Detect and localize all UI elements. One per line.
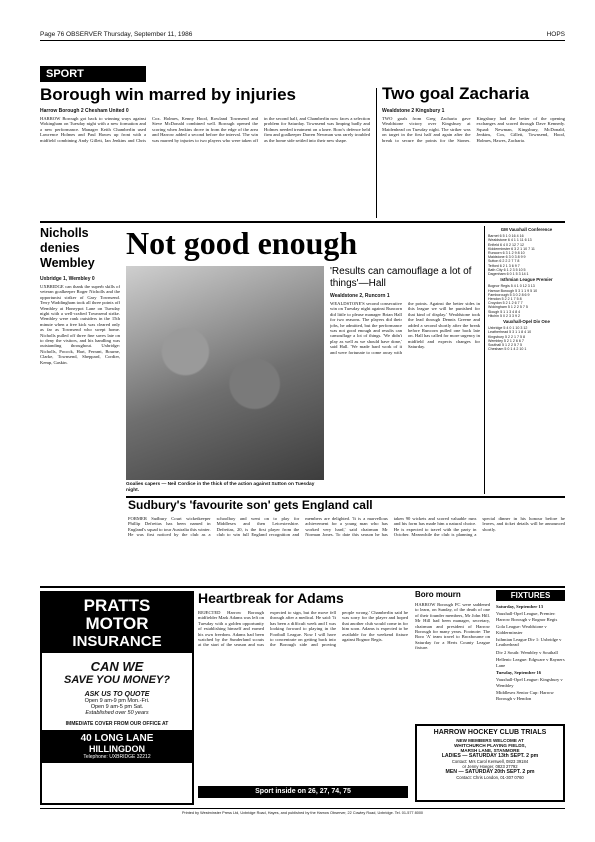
ad2-line1: NEW MEMBERS WELCOME AT (456, 738, 524, 743)
table3-title: Vauxhall-Opel Div One (503, 319, 550, 325)
story2-headline: Two goal Zacharia (382, 84, 530, 103)
ad1-slogan1: CAN WE (90, 659, 144, 674)
table-row: Maidstone 6 3 0 3 8 9 9 (488, 255, 526, 260)
photo-caption: Goalies capers — Neil Cordice in the thick of the action against Sutton on Tuesday night. (126, 482, 315, 493)
fixture-line: Vauxhall-Opel League: Kingsbury v Wembley (496, 677, 563, 688)
table3-rows (488, 326, 565, 351)
table2-title: Isthmian League Premier (500, 277, 553, 283)
ad2-title: HARROW HOCKEY CLUB TRIALS (433, 729, 547, 736)
table-rule (484, 226, 485, 494)
fixture-line: Tuesday, September 16 (496, 670, 542, 676)
fixture-line: Div 2 South: Wembley v Southall (496, 649, 558, 655)
fixture-line: Saturday, September 13 (496, 604, 544, 609)
ad2-men: MEN — SATURDAY 20th SEPT. 2 pm (445, 769, 535, 775)
section-label: SPORT (40, 66, 146, 82)
pratts-insurance-ad (40, 591, 194, 805)
table-row: Enfield 6 4 0 2 12 7 12 (488, 242, 524, 247)
table1-title: GM Vauxhall Conference (500, 227, 553, 232)
newspaper-page (40, 28, 565, 828)
print-footer: Printed by Westminster Press Ltd, Uxbridge Road, Hayes, and published by the Harrow Observer, 22 Cowley Road, Uxbridge. Tel. 01-577 8000 (40, 808, 565, 815)
ad1-hours: Open 9 am-9 pm Mon.-Fri. (84, 698, 150, 704)
table1-rows (488, 234, 565, 276)
league-tables (488, 226, 565, 494)
ad1-line3: INSURANCE (72, 633, 162, 650)
story7-body: HARROW Borough FC were saddened to learn, on Sunday, of the death of one of their founder members, Mr John Hill. Mr Hill had been manager, secretary, chairman and president of Harrow Borough for many years. Footnote: The Boro 'A' team travel to Broxbourne on Saturday for a Herts County League fixture. (415, 602, 490, 651)
table-row: Wokingham 5 1 2 2 5 7 5 (488, 305, 528, 310)
story4-subhead: 'Results can camouflage a lot of things'—Hall (330, 266, 472, 289)
fixture-line: Middlesex Senior Cup: Harrow Borough v Hendon (496, 690, 554, 701)
table-row: Hendon 5 2 2 1 7 5 8 (488, 297, 522, 302)
story3-headline: Nicholls denies Wembley (40, 226, 95, 270)
story2-kicker: Wealdstone 2 Kingsbury 1 (382, 108, 445, 114)
story1-kicker: Harrow Borough 2 Chesham United 0 (40, 108, 129, 114)
table-row: Kingsbury 5 2 2 1 7 5 8 (488, 334, 525, 339)
story6-headline: Heartbreak for Adams (198, 590, 344, 606)
ad1-address1: 40 LONG LANE (80, 733, 154, 744)
folio-left: Page 76 OBSERVER Thursday, September 11, 1986 (40, 30, 193, 38)
story5-body: FORMER Sudbury Court wicketkeeper Phillip Defreitas has been named in England's squad to tour Australia this winter. He was first noticed by the club as a schoolboy and went on to play for Middlesex and then Leicestershire. Defreitas, 20, is the first player from the club to win full England recognition and members are delighted. 'It is a marvellous achievement for a young man who has worked very hard,' said chairman Mr Norman Jones. To date this season he has taken 90 wickets and scored valuable runs and his form has made him a natural choice. He is expected to travel with the party in October. Meanwhile the club is planning a special dinner in his honour before he leaves, and ticket details will be announced shortly. (128, 516, 565, 538)
horizontal-rule (40, 221, 565, 223)
table-row: Leatherhead 5 3 1 1 8 4 10 (488, 330, 532, 335)
ad2-contact: Contact: Mrs Carol Kerswell, 0823 39184 (451, 759, 529, 764)
vertical-rule (376, 88, 377, 218)
ad1-established: Established over 50 years (85, 710, 149, 716)
table-row: Kidderminster 6 3 2 1 10 7 11 (488, 246, 535, 251)
page-folio (40, 28, 565, 41)
ad2-contact2: or Jenny Hoeger, 0823 27792 (462, 764, 518, 769)
table-row: Bognor Regis 5 4 1 0 12 3 13 (488, 284, 535, 289)
hockey-trials-ad (415, 724, 565, 802)
ad1-hours2: Open 9 am-5 pm Sat. (90, 704, 144, 710)
story1-headline: Borough win marred by injuries (40, 85, 296, 104)
story4-headline: Not good enough (126, 225, 358, 261)
table-row: Southall 5 1 2 2 5 7 5 (488, 343, 522, 348)
table-row: Sutton 6 2 2 2 7 7 8 (488, 259, 520, 264)
story4-kicker: Wealdstone 2, Runcorn 1 (330, 293, 390, 299)
table-row: Uxbridge 5 4 0 1 10 3 12 (488, 326, 528, 331)
table-row: Telford 6 2 1 3 6 9 7 (488, 263, 520, 268)
story2-body: TWO goals from Greg Zacharia gave Wealdstone victory over Kingsbury at Maidenhead on Tuesday night. The striker was on target in the first half and again after the break to secure the points for the Stones. Kingsbury had the better of the opening exchanges and scored through Dave Kennedy. Squad: Newman, Kingsbury, McDonald, Jenkins, Cox, Gillett, Townsend, Hood, Holmes, Hawes, Zacharia. (382, 116, 565, 143)
ad1-immediate: IMMEDIATE COVER FROM OUR OFFICE AT (65, 721, 169, 727)
fixture-line: Vauxhall-Opel League, Premier: Harrow Borough v Bognor Regis (496, 611, 558, 622)
table-row: Bath City 6 1 2 3 5 10 5 (488, 267, 526, 272)
fixtures-heading: FIXTURES (496, 590, 565, 601)
ad1-address2: HILLINGDON (89, 744, 145, 754)
table2-rows (488, 284, 565, 318)
ad2-line3: MARSH LANE, STANMORE (460, 748, 520, 753)
story6-body: REJECTED Harrow Borough midfielder Mark Adams was left on Tuesday with a golden opportunity of establishing himself and earned his own freedom. Adams had been watched by the Sunderland scouts at the start of the season and was expected to sign, but the move fell through after a medical. He said: 'It has been a difficult week and I was looking forward to playing in the Football League. Now I will have to concentrate on getting back into the Borough side and proving people wrong.' Chamberlin said he was sorry for the player and hoped that another club would come in for him soon. Adams is expected to be available for the weekend fixture against Bognor Regis. (198, 610, 408, 648)
table-row: Wembley 5 2 1 2 6 6 7 (488, 338, 524, 343)
fixture-line: Isthmian League Div 1: Uxbridge v Leatherhead (496, 637, 562, 648)
table-row: Farnborough 5 3 0 2 8 6 9 (488, 292, 530, 297)
story1-body: HARROW Borough got back to winning ways against Wokingham on Tuesday night with a new formation and a new performance. Manager Keith Chamberlin used Lawrence Holmes and Paul Hawes up front with a midfield combining Andy Gillett, Ian Jenkins and Chris Cox. Holmes, Kenny Hood, Rowland Townsend and Steve McDonald combined well. Borough opened the scoring when Jenkins drove in from the edge of the area and Harrow added a second before the interval. The win was marred by injuries to two players who were taken off in the second half, and Chamberlin now faces a selection problem for Saturday. Townsend was limping badly and Holmes needed treatment on a knee. Boro's defence held firm and goalkeeper Darren Newman was rarely troubled as the home side settled into their new shape. (40, 116, 370, 143)
fixture-line: Gola League: Wealdstone v Kidderminster (496, 624, 547, 635)
story5-headline: Sudbury's 'favourite son' gets England call (128, 498, 373, 512)
story3-kicker: Uxbridge 1, Wembley 0 (40, 276, 95, 282)
table-row: Wealdstone 6 4 1 1 11 6 13 (488, 238, 532, 243)
table-row: Harrow Borough 5 3 1 1 9 5 10 (488, 288, 538, 293)
table-row: Chesham 5 0 1 4 2 10 1 (488, 347, 527, 352)
ad2-contact3: Contact: Chris London, 01-307 0760 (456, 775, 524, 780)
table-row: Slough 5 1 1 3 4 8 4 (488, 309, 521, 314)
table-row: Hitchin 5 0 2 3 3 9 2 (488, 313, 520, 318)
ad1-phone: Telephone: UXBRIDGE 32212 (83, 754, 151, 760)
ad1-cta: ASK US TO QUOTE (84, 691, 150, 698)
horizontal-rule-3 (40, 586, 565, 588)
ad2-ladies: LADIES — SATURDAY 13th SEPT. 2 pm (441, 753, 539, 759)
ad1-line2: MOTOR (85, 614, 149, 633)
fixtures-list (496, 604, 565, 720)
folio-right: HOPS (546, 30, 565, 38)
ad1-slogan2: SAVE YOU MONEY? (64, 674, 170, 686)
table-row: Barnet 6 5 1 0 16 4 16 (488, 234, 524, 239)
action-photo (126, 266, 324, 480)
table-row: Runcorn 6 3 1 2 9 8 10 (488, 251, 525, 256)
ad1-line1: PRATTS (83, 596, 151, 615)
table-row: Croydon 5 2 1 2 6 7 7 (488, 301, 523, 306)
fixture-line: Hellenic League: Edgware v Rayners Lane (496, 657, 565, 668)
story4-body: WEALDSTONE'S second consecutive win on Tuesday night against Runcorn did little to please manager Brian Hall for two reasons. The players did their jobs, he admitted, but the performance was not good enough and results can camouflage a lot of things. 'We didn't play as well as we should have done,' said Hall. 'We made hard work of it and were fortunate to come away with the points. Against the better sides in this league we will be punished for that kind of display.' Wealdstone took the lead through Dennis Greene and added a second shortly after the break before Runcorn pulled one back late on. Hall has called for more urgency in midfield and expects changes for Saturday. (330, 301, 480, 355)
sport-inside-banner: Sport inside on 26, 27, 74, 75 (198, 786, 408, 798)
table-row: Dagenham 6 0 1 5 3 14 1 (488, 272, 529, 277)
story3-body: UXBRIDGE can thank the superb skills of veteran goalkeeper Roger Nicholls and the opportunist striker of Gary Townsend. Terry Waddingham took all three points off Wembley at Honeypot Lane on Tuesday night with a well-crafted Townsend strike. Wembley were rank outsiders in the 15th minute when a free kick was cleared only as far as Townsend who swept home. Nicholls pulled off three fine saves late on to deny the visitors, and his handling was outstanding throughout. Uxbridge: Nicholls, Pocock, Hart, Ferrant, Bourne, Clarke, Townsend, Sheppard, Cordier, Kemp, Gaskin. (40, 284, 120, 365)
story7-headline: Boro mourn (415, 590, 461, 599)
ad2-line2: WHITCHURCH PLAYING FIELDS, (454, 743, 526, 748)
